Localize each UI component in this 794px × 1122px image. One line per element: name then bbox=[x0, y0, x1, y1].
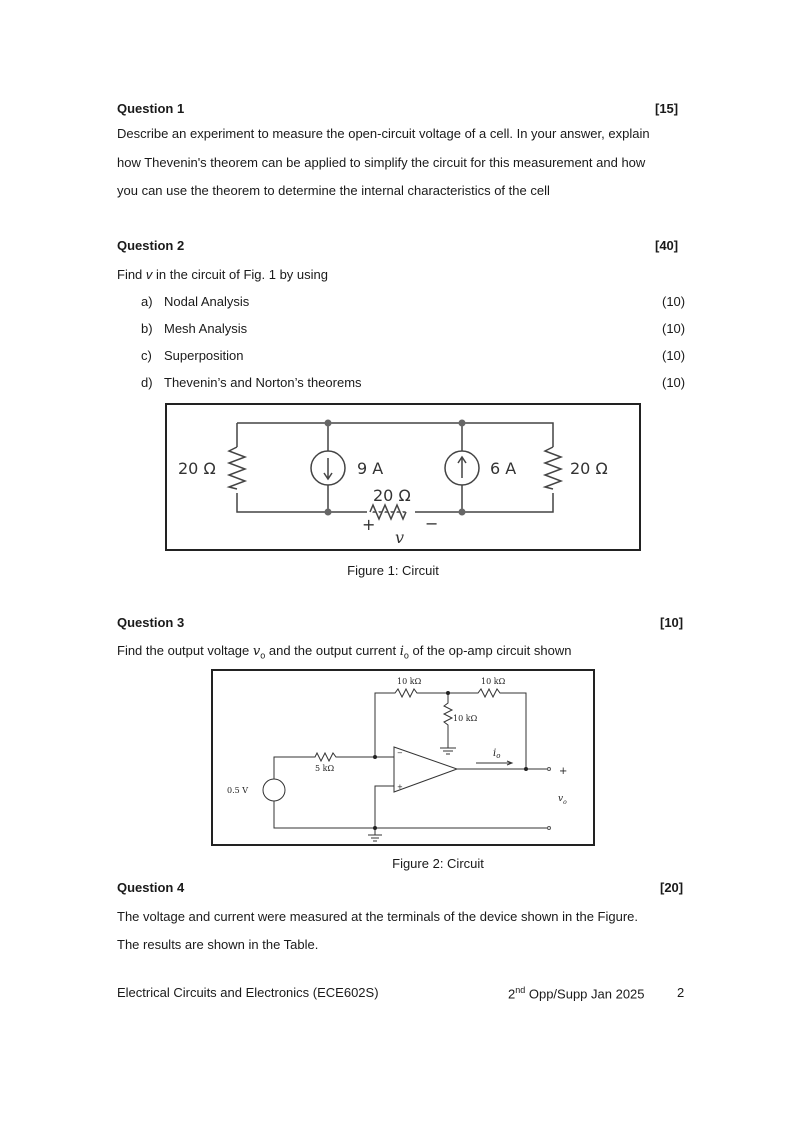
question-1-text: you can use the theorem to determine the internal characteristics of the cell bbox=[117, 183, 550, 198]
label-9a: 9 A bbox=[357, 459, 384, 478]
resistor-right bbox=[545, 447, 561, 489]
question-3-marks: [10] bbox=[660, 615, 684, 630]
figure-2-opamp-circuit bbox=[211, 669, 595, 846]
question-4-title: Question 4 bbox=[117, 880, 185, 895]
question-4-text: The results are shown in the Table. bbox=[117, 937, 319, 952]
item-letter: d) bbox=[141, 375, 153, 390]
label-6a: 6 A bbox=[490, 459, 517, 478]
vo-var: v bbox=[252, 644, 261, 659]
opamp-diagram bbox=[213, 671, 593, 844]
vo-sub: o bbox=[260, 650, 266, 661]
label-r3: 10 kΩ bbox=[453, 714, 478, 723]
label-io: $i_o$ bbox=[493, 748, 501, 760]
question-1-text: how Thevenin's theorem can be applied to simplify the circuit for this measurement and how bbox=[117, 155, 646, 170]
io-var: i bbox=[399, 644, 404, 659]
question-2-title: Question 2 bbox=[117, 238, 185, 253]
circuit-diagram bbox=[167, 405, 639, 549]
svg-text:−: − bbox=[397, 749, 403, 757]
question-2-intro bbox=[117, 267, 328, 282]
svg-text:+: + bbox=[397, 783, 403, 791]
item-label: Thevenin’s and Norton’s theorems bbox=[164, 375, 362, 390]
label-source: 0.5 V bbox=[227, 786, 249, 795]
figure-1-caption: Figure 1: Circuit bbox=[347, 563, 439, 578]
intro-var: v bbox=[145, 267, 153, 282]
label-r-right: 20 Ω bbox=[570, 459, 608, 478]
item-letter: b) bbox=[141, 321, 153, 336]
question-4-marks: [20] bbox=[660, 880, 684, 895]
question-1-title: Question 1 bbox=[117, 101, 185, 116]
label-plus: + bbox=[362, 515, 376, 534]
item-letter: a) bbox=[141, 294, 153, 309]
intro-text: Find bbox=[117, 267, 146, 282]
question-3-title: Question 3 bbox=[117, 615, 185, 630]
text: Find the output voltage bbox=[117, 643, 253, 658]
figure-1-circuit bbox=[165, 403, 641, 551]
figure-2-caption: Figure 2: Circuit bbox=[392, 856, 484, 871]
question-3-text bbox=[117, 643, 571, 661]
label-plus: + bbox=[559, 766, 568, 777]
question-1-text: Describe an experiment to measure the open-circuit voltage of a cell. In your answer, explain bbox=[117, 126, 650, 141]
label-r-mid: 20 Ω bbox=[373, 486, 411, 505]
exam-text: Opp/Supp Jan 2025 bbox=[525, 986, 645, 1002]
io-sub: o bbox=[403, 650, 409, 661]
footer-course: Electrical Circuits and Electronics (ECE602S) bbox=[117, 985, 379, 1000]
resistor-left bbox=[229, 447, 245, 489]
page-number: 2 bbox=[677, 985, 685, 1000]
exam-text: 2 bbox=[508, 986, 516, 1002]
exam-sup: nd bbox=[515, 985, 526, 995]
item-marks: (10) bbox=[662, 348, 686, 363]
label-r2: 10 kΩ bbox=[481, 677, 506, 686]
label-r1: 10 kΩ bbox=[397, 677, 422, 686]
item-letter: c) bbox=[141, 348, 152, 363]
item-label: Mesh Analysis bbox=[164, 321, 248, 336]
label-vo: $v_o$ bbox=[558, 794, 567, 806]
question-2-marks: [40] bbox=[655, 238, 679, 253]
item-marks: (10) bbox=[662, 294, 686, 309]
text: of the op-amp circuit shown bbox=[408, 643, 572, 658]
label-r-in: 5 kΩ bbox=[315, 764, 335, 773]
label-minus: − bbox=[425, 514, 439, 533]
footer-exam bbox=[508, 985, 645, 1001]
item-marks: (10) bbox=[662, 375, 686, 390]
label-r-left: 20 Ω bbox=[178, 459, 216, 478]
label-v: v bbox=[395, 528, 405, 547]
item-marks: (10) bbox=[662, 321, 686, 336]
question-1-marks: [15] bbox=[655, 101, 679, 116]
intro-text: in the circuit of Fig. 1 by using bbox=[152, 267, 328, 282]
item-label: Nodal Analysis bbox=[164, 294, 250, 309]
text: and the output current bbox=[265, 643, 400, 658]
question-4-text: The voltage and current were measured at the terminals of the device shown in the Figure. bbox=[117, 909, 639, 924]
item-label: Superposition bbox=[164, 348, 244, 363]
